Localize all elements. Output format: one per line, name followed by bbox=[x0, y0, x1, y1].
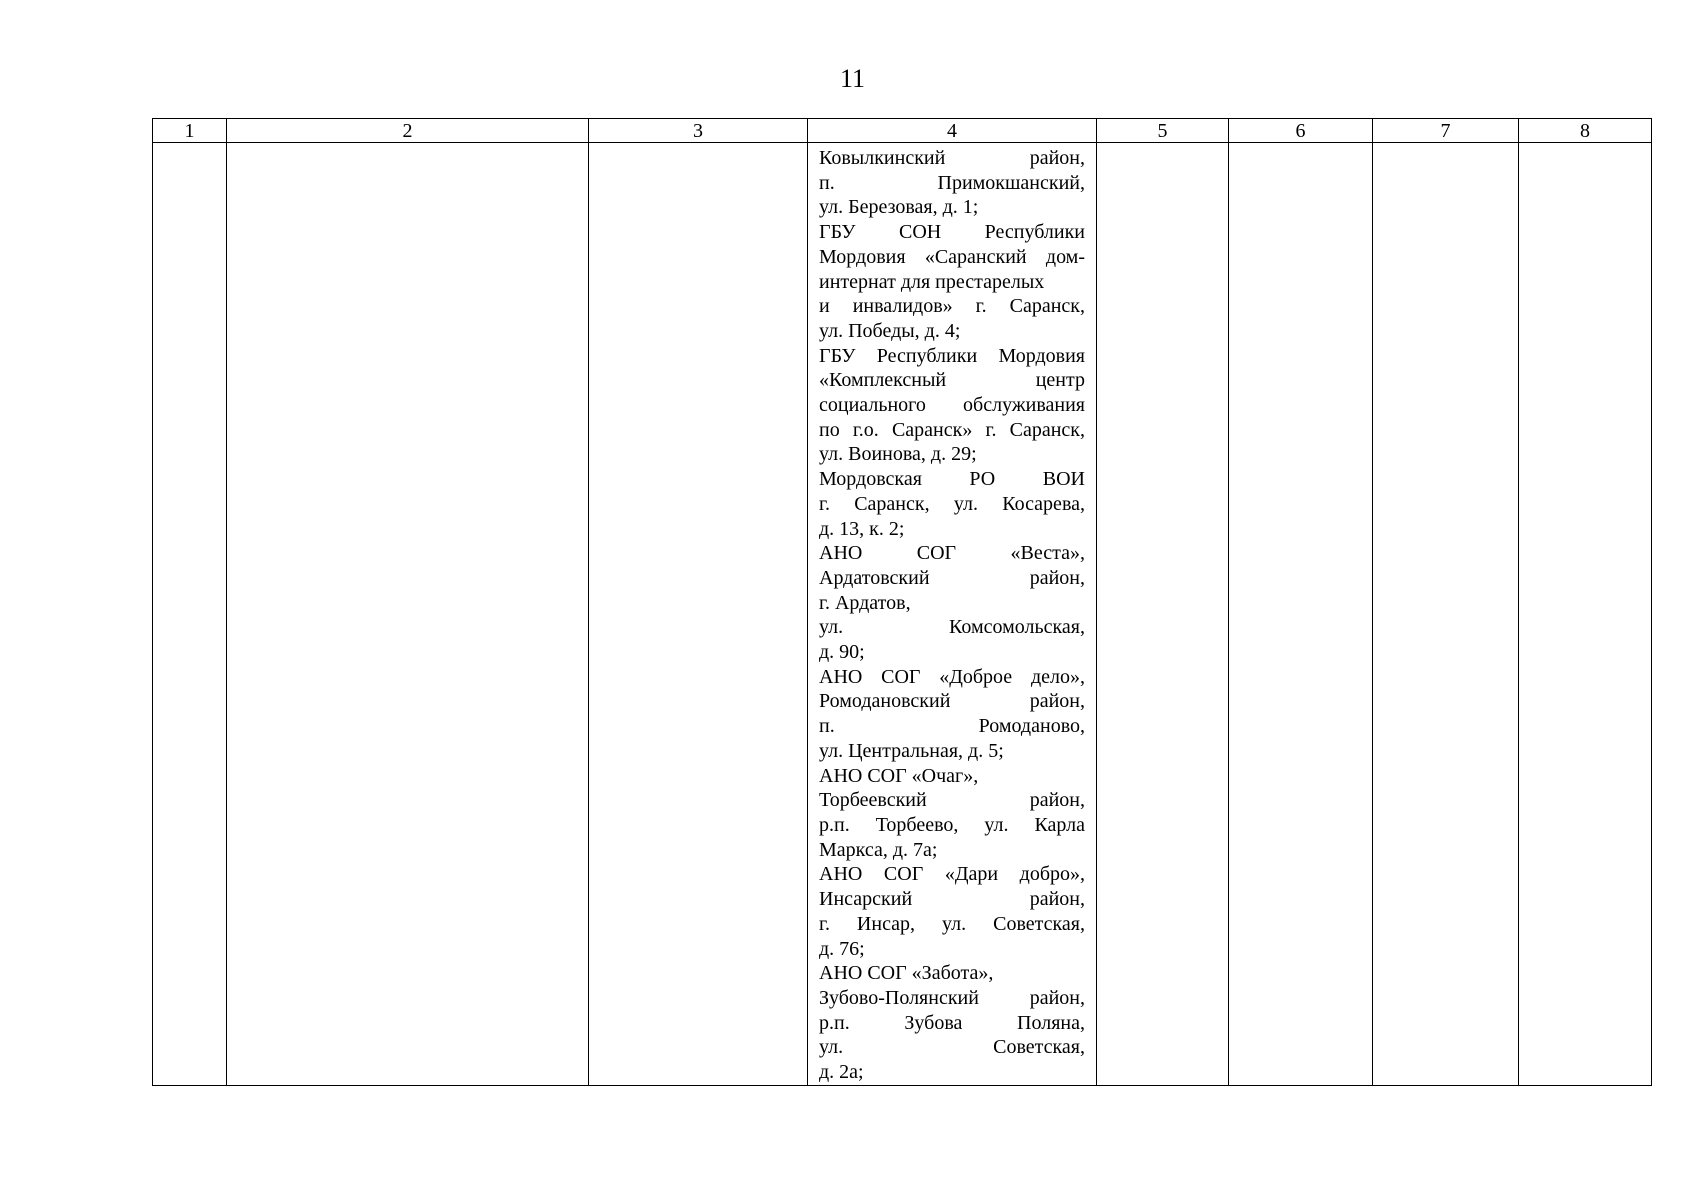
cell-column-2 bbox=[227, 143, 589, 1086]
address-line: ГБУ СОН Республики bbox=[819, 221, 1085, 244]
cell-column-1 bbox=[153, 143, 227, 1086]
cell-column-3 bbox=[589, 143, 808, 1086]
address-line: «Комплексный центр bbox=[819, 369, 1085, 392]
address-line: ул. Березовая, д. 1; bbox=[819, 196, 979, 219]
address-line: г. Саранск, ул. Косарева, bbox=[819, 492, 1085, 515]
cell-column-8 bbox=[1519, 143, 1652, 1086]
address-line: АНО СОГ «Дари добро», bbox=[819, 863, 1085, 886]
address-line: п. Ромоданово, bbox=[819, 715, 1085, 738]
column-header-5: 5 bbox=[1097, 119, 1229, 143]
address-line: Ковылкинский район, bbox=[819, 147, 1085, 169]
address-line: социального обслуживания bbox=[819, 394, 1085, 417]
cell-column-7 bbox=[1373, 143, 1519, 1086]
address-line: д. 76; bbox=[819, 937, 865, 960]
column-header-2: 2 bbox=[227, 119, 589, 143]
address-line: д. 90; bbox=[819, 641, 865, 664]
address-line: д. 2а; bbox=[819, 1061, 864, 1084]
cell-column-6 bbox=[1229, 143, 1373, 1086]
address-list bbox=[819, 146, 1085, 1085]
address-line: и инвалидов» г. Саранск, bbox=[819, 295, 1085, 318]
address-line: Ардатовский район, bbox=[819, 566, 1085, 589]
address-line: р.п. Торбеево, ул. Карла bbox=[819, 813, 1085, 836]
table-row bbox=[153, 143, 1652, 1086]
address-line: ул. Победы, д. 4; bbox=[819, 319, 961, 342]
address-line: Зубово-Полянский район, bbox=[819, 986, 1085, 1009]
address-line: г. Инсар, ул. Советская, bbox=[819, 912, 1085, 935]
address-line: интернат для престарелых bbox=[819, 270, 1045, 293]
address-line: Инсарский район, bbox=[819, 888, 1085, 911]
column-header-3: 3 bbox=[589, 119, 808, 143]
address-line: ул. Центральная, д. 5; bbox=[819, 739, 1004, 762]
address-line: Ромодановский район, bbox=[819, 690, 1085, 713]
address-line: АНО СОГ «Забота», bbox=[819, 962, 994, 985]
header-row bbox=[153, 119, 1652, 143]
address-line: Торбеевский район, bbox=[819, 789, 1085, 812]
address-line: ул. Воинова, д. 29; bbox=[819, 443, 977, 466]
address-line: по г.о. Саранск» г. Саранск, bbox=[819, 418, 1085, 441]
address-line: Мордовия «Саранский дом- bbox=[819, 245, 1085, 268]
address-line: АНО СОГ «Веста», bbox=[819, 542, 1085, 565]
address-line: п. Примокшанский, bbox=[819, 171, 1085, 194]
address-line: Маркса, д. 7а; bbox=[819, 838, 938, 861]
address-line: Мордовская РО ВОИ bbox=[819, 468, 1085, 491]
address-line: г. Ардатов, bbox=[819, 591, 911, 614]
cell-column-5 bbox=[1097, 143, 1229, 1086]
column-header-7: 7 bbox=[1373, 119, 1519, 143]
data-table bbox=[152, 118, 1652, 1086]
address-line: ул. Комсомольская, bbox=[819, 616, 1085, 639]
column-header-1: 1 bbox=[153, 119, 227, 143]
address-line: ул. Советская, bbox=[819, 1036, 1085, 1059]
column-header-8: 8 bbox=[1519, 119, 1652, 143]
address-line: р.п. Зубова Поляна, bbox=[819, 1011, 1085, 1034]
page-number: 11 bbox=[839, 64, 866, 93]
address-line: АНО СОГ «Очаг», bbox=[819, 764, 979, 787]
cell-column-4-addresses bbox=[808, 143, 1097, 1086]
address-line: д. 13, к. 2; bbox=[819, 517, 905, 540]
address-line: ГБУ Республики Мордовия bbox=[819, 344, 1085, 367]
column-header-4: 4 bbox=[808, 119, 1097, 143]
address-line: АНО СОГ «Доброе дело», bbox=[819, 665, 1085, 688]
column-header-6: 6 bbox=[1229, 119, 1373, 143]
